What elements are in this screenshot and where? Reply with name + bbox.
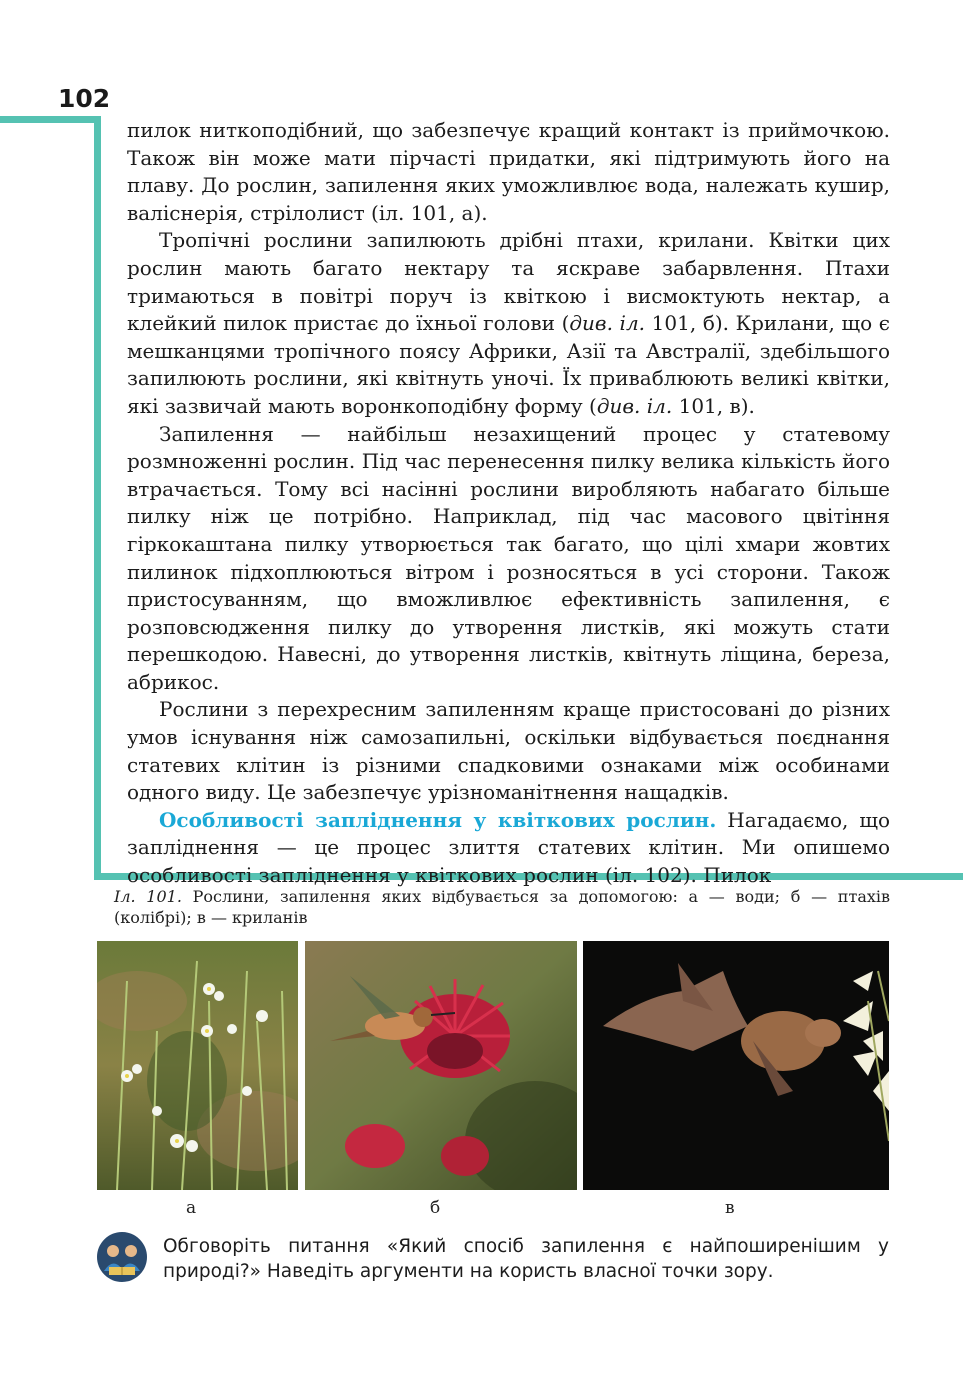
figure-label: Іл. 101. [114,887,182,906]
frame-left-bar [94,116,101,880]
photo-water-plants [97,941,298,1190]
photo-hummingbird [305,941,577,1190]
photo-bat [583,941,889,1190]
main-text [127,117,890,890]
page-number: 102 [58,84,111,113]
paragraph-1: пилок ниткоподібний, що забезпечує кращий контакт із приймочкою. Також він може мати пірчасті придатки, які підтримують його на плаву. До рослин, запилення яких уможливлює вода, належать кушир, валіснерія, стрілолист (іл. 101, а). [127,118,890,225]
section-heading: Особливості запліднення у квіткових рослин. [159,807,717,832]
figure-caption: Іл. 101. Рослини, запилення яких відбувається за допомогою: а — води; б — птахів (колібрі); в — криланів [114,887,891,927]
photo-label-a: а [186,1198,197,1218]
paragraph-5: Особливості запліднення у квіткових рослин. Нагадаємо, що запліднення — це процес злиття статевих клітин. Ми опишемо особливості запліднення у квіткових рослин (іл. 102). Пилок [127,807,891,888]
photo-label-b: б [430,1198,441,1218]
paragraph-2: Тропічні рослини запилюють дрібні птахи, крилани. Квітки цих рослин мають багато нектару та яскраве забарвлення. Птахи тримаються в повітрі поруч із квіткою і висмоктують нектар, а клейкий пилок пристає до їхньої голови (див. іл. 101, б). Крилани, що є мешканцями тропічного поясу Африки, Азії та Австралії, здебільшого запилюють рослини, які квітнуть уночі. Їх приваблюють великі квітки, які зазвичай мають воронкоподібну форму (див. іл. 101, в). [127,228,890,418]
frame-top-bar [0,116,101,123]
paragraph-4: Рослини з перехресним запиленням краще пристосовані до різних умов існування ніж самозапильні, оскільки відбувається поєднання статевих клітин із різними спадковими ознаками між особинами одного виду. Це забезпечує урізноманітнення нащадків. [127,697,890,805]
discussion-task: Обговоріть питання «Який спосіб запилення є найпоширенішим у природі?» Наведіть аргументи на користь власної точки зору. [163,1236,889,1282]
photo-label-c: в [725,1198,735,1218]
discussion-icon [96,1231,148,1283]
paragraph-3: Запилення — найбільш незахищений процес у статевому розмноженні рослин. Під час перенесення пилку велика кількість його втрачається. Тому всі насінні рослини виробляють набагато більше пилку ніж це потрібно. Наприклад, під час масового цвітіння гіркокаштана пилку утворюється так багато, що цілі хмари жовтих пилинок підхоплюються вітром і розносяться в усі сторони. Також пристосуванням, що вможливлює ефективність запилення, є розповсюдження пилку до утворення листків, які можуть стати перешкодою. Навесні, до утворення листків, квітнуть ліщина, береза, абрикос. [127,421,890,694]
